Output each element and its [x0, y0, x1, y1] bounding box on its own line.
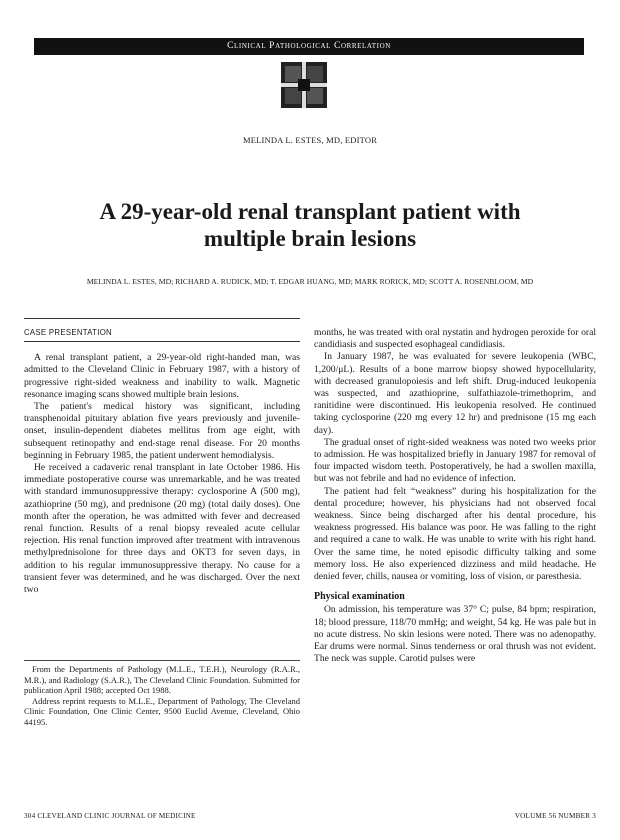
right-column [314, 327, 596, 665]
author-list: MELINDA L. ESTES, MD; RICHARD A. RUDICK, MD; T. EDGAR HUANG, MD; MARK RORICK, MD; SCOTT A. ROSENBLOOM, MD [86, 277, 534, 286]
footnote-reprints: Address reprint requests to M.L.E., Department of Pathology, The Cleveland Clinic Foundation, One Clinic Center, 9500 Euclid Avenue, Cleveland, Ohio 44195. [24, 695, 300, 727]
paragraph: He received a cadaveric renal transplant in late October 1986. His immediate postoperative course was unremarkable, and he was treated with standard immunosuppressive therapy: cyclosporine A (500 mg), azathioprine (50 mg), and prednisone (20 mg) (total daily doses). One month after the operation, he was admitted with fever and decreased renal function. Results of a renal biopsy revealed acute cellular rejection. His renal function improved after treatment with intravenous methylprednisolone for three days and OKT3 for seven days, in addition to his regular immunosuppressive therapy. No cause for a transient fever was determined, and he was discharged. Over the next two [24, 462, 300, 596]
paragraph: On admission, his temperature was 37° C; pulse, 84 bpm; respiration, 18; blood pressure, 118/70 mmHg; and weight, 54 kg. He was pale but in no acute distress. No skin lesions were noted. There was no adenopathy. Ear drums were normal. Sinus tenderness or oral thrush was not evident. The neck was supple. Carotid pulses were [314, 604, 596, 665]
footer-journal: 304 CLEVELAND CLINIC JOURNAL OF MEDICINE [24, 812, 196, 820]
section-banner: Clinical Pathological Correlation [34, 38, 584, 55]
paragraph: The patient's medical history was significant, including transphenoidal pituitary ablation five years previously and juvenile-onset, insulin-dependent diabetes mellitus from age eight, with subsequent retinopathy and end-stage renal disease. For 20 months beginning in February 1985, the patient underwent hemodialysis. [24, 401, 300, 461]
article-title [30, 198, 590, 252]
editor-credit: MELINDA L. ESTES, MD, EDITOR [242, 135, 378, 145]
footer-volume: VOLUME 56 NUMBER 3 [514, 812, 596, 820]
journal-logo-icon [281, 62, 327, 108]
subheading: Physical examination [314, 591, 405, 603]
left-column [24, 327, 300, 596]
section-rule [24, 318, 300, 319]
paragraph: months, he was treated with oral nystatin and hydrogen peroxide for oral candidiasis and suspected esophageal candidiasis. [314, 327, 596, 351]
footnote [24, 660, 300, 728]
paragraph: A renal transplant patient, a 29-year-old right-handed man, was admitted to the Cleveland Clinic in February 1987, with a history of progressive right-sided weakness and inability to walk. Magnetic resonance imaging scans showed multiple brain lesions. [24, 352, 300, 400]
paragraph: In January 1987, he was evaluated for severe leukopenia (WBC, 1,200/μL). Results of a bone marrow biopsy showed hypocellularity, with decreased granulopoiesis and left shift. Drug-induced leukopenia was suspected, and azathioprine, sulfathiazole-trimethoprim, and ranitidine were discontinued. His leukopenia resolved. He continued taking cyclosporine (220 mg every 12 hr) and prednisone (15 mg each day). [314, 351, 596, 436]
paragraph: The gradual onset of right-sided weakness was noted two weeks prior to admission. He was hospitalized briefly in January 1987 for removal of four impacted wisdom teeth. Postoperatively, he had a swollen maxilla, but was not febrile and had no evidence of infection. [314, 436, 596, 485]
title-line-1: A 29-year-old renal transplant patient with [99, 199, 521, 224]
section-heading: CASE PRESENTATION [24, 327, 300, 342]
footnote-affiliations: From the Departments of Pathology (M.L.E., T.E.H.), Neurology (R.A.R., M.R.), and Radiology (S.A.R.), The Cleveland Clinic Foundation. Submitted for publication April 1988; accepted Oct 1988. [24, 664, 300, 696]
title-line-2: multiple brain lesions [203, 226, 417, 251]
paragraph: The patient had felt “weakness” during his hospitalization for the dental procedure; however, his physicians had not observed focal weakness. Since being discharged after his dental procedure, his weakness progressed. His balance was poor. He was falling to the right and required a cane to walk. He was unable to write with his right hand. Over the same time, he noted episodic difficulty talking and some memory loss. He also experienced dizziness and mild headache. He denied fever, chills, nausea or vomiting, loss of vision, or paresthesia. [314, 485, 596, 583]
